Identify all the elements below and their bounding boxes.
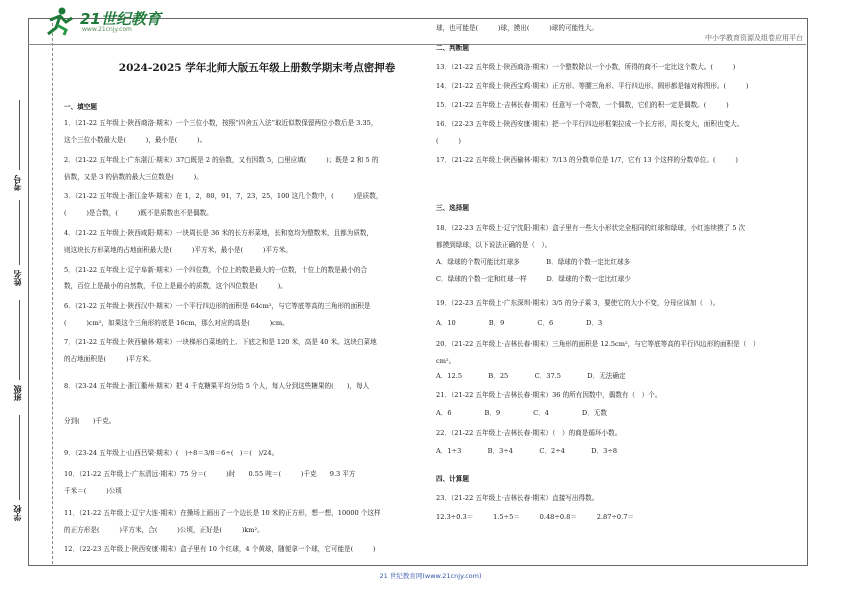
question-line: 球，也可能是( )球，摸出( )球的可能性大。 <box>436 24 598 32</box>
side-line-xingming <box>19 200 20 265</box>
question-line: C．绿球的个数一定和红球一样 D．绿球的个数一定比红球少 <box>436 275 631 283</box>
right-column <box>436 0 806 596</box>
side-label-xuexiao: 学校 <box>13 505 22 521</box>
section-heading: 一、填空题 <box>64 103 97 111</box>
question-line: 1．（21-22 五年级上·陕西商洛·期末）一个三位小数，按照“四舍五入法”取近似数保留两位小数后是 3.35， <box>64 119 378 127</box>
question-line: 的占地面积是( )平方米。 <box>64 355 155 363</box>
question-line: 8．（23-24 五年级上·浙江衢州·期末）把 4 千克糖果平均分给 5 个人，每人分到这些糖果的( )，每人 <box>64 382 370 390</box>
question-line: 的正方形是( )平方米，合( )公顷，正好是( )km²。 <box>64 526 264 534</box>
question-line: 20．（21-22 五年级上·吉林长春·期末）三角形的面积是 12.5cm²，与它等底等高的平行四边形的面积是（ ） <box>436 340 760 348</box>
question-line: 10．（21-22 五年级上·广东清远·期末）75 分＝( )时 0.55 吨＝( )千克 9.3 平方 <box>64 470 356 478</box>
side-line-xuexiao <box>19 415 20 500</box>
question-line: 11．（21-22 五年级上·辽宁大连·期末）在操场上画出了一个边长是 10 米的正方形，想一想，10000 个这样 <box>64 509 381 517</box>
side-line-kaohao <box>19 100 20 170</box>
question-line: 3．（21-22 五年级上·浙江金华·期末）在 1，2，80，91，7，23，25，100 这几个数中，( )是质数， <box>64 192 383 200</box>
binding-line <box>52 18 53 564</box>
exam-title: 2024-2025 学年北师大版五年级上册数学期末考点密押卷 <box>118 62 396 74</box>
side-label-banji: 班级 <box>13 385 22 401</box>
question-line: 13．（21-22 五年级上·陕西商洛·期末）一个整数除以一个小数，所得的商不一定比这个数大。( ) <box>436 63 736 71</box>
question-line: ( ) <box>436 137 461 145</box>
question-line: 5．（21-22 五年级上·辽宁阜新·期末）一个四位数，个位上的数是最大的一位数，十位上的数是最小的合 <box>64 266 368 274</box>
logo-url: www.21cnjy.com <box>82 26 132 33</box>
question-line: 17．（21-22 五年级上·陕西榆林·期末）7/13 的分数单位是 1/7，它有 13 个这样的分数单位。( ) <box>436 156 738 164</box>
question-line: 都摸到绿球，以下说法正确的是（ ）。 <box>436 241 552 249</box>
question-line: 2．（21-22 五年级上·广东湛江·期末）37□既是 2 的倍数，又有因数 5，□里应填( )；既是 2 和 5 的 <box>64 156 379 164</box>
section-heading: 四、计算题 <box>436 475 469 483</box>
section-heading: 三、选择题 <box>436 204 469 212</box>
question-line: 则这块长方形菜地的占地面积最大是( )平方米，最小是( )平方米。 <box>64 246 292 254</box>
question-line: 14．（21-22 五年级上·陕西宝鸡·期末）正方形、等腰三角形、平行四边形、圆形都是轴对称图形。( ) <box>436 82 749 90</box>
question-line: 数，百位上是最小的自然数，千位上是最小的质数，这个四位数是( )。 <box>64 282 287 290</box>
question-line: 7．（21-22 五年级上·陕西榆林·期末）一块梯形白菜地的上、下底之和是 120 米，高是 40 米。这块白菜地 <box>64 338 377 346</box>
question-line: 12．（22-23 五年级上·陕西安康·期末）盒子里有 10 个红球，4 个黄球，随便拿一个球，它可能是( ) <box>64 545 376 553</box>
logo-text: 21世纪教育 <box>80 10 161 28</box>
question-line: ( )是合数，( )既不是质数也不是偶数。 <box>64 209 213 217</box>
question-line: 18．（22-23 五年级上·辽宁沈阳·期末）盒子里有一些大小形状完全相同的红球和绿球，小红连续摸了 5 次 <box>436 224 746 232</box>
side-label-xingming: 姓名 <box>13 270 22 286</box>
question-line: 4．（21-22 五年级上·陕西咸阳·期末）一块周长是 36 米的长方形菜地，长和宽均为整数米，且都为质数， <box>64 229 374 237</box>
question-line: ( )cm²，如果这个三角形的底是 16cm，那么对应的高是( )cm。 <box>64 319 289 327</box>
question-line: 22．（21-22 五年级上·吉林长春·期末）（ ）的商是循环小数。 <box>436 429 622 437</box>
left-column <box>64 0 426 596</box>
question-line: 这个三位小数最大是( )，最小是( )。 <box>64 136 207 144</box>
question-line: A．12.5 B．25 C．37.5 D．无法确定 <box>436 372 626 380</box>
section-heading: 二、判断题 <box>436 44 469 52</box>
question-line: 23．（21-22 五年级上·吉林长春·期末）直接写出得数。 <box>436 494 599 502</box>
footer-copyright: 21 世纪教育网(www.21cnjy.com) <box>379 572 482 580</box>
question-line: 21．（21-22 五年级上·吉林长春·期末）36 的所有因数中，偶数有（ ）个。 <box>436 391 662 399</box>
question-line: 倍数，又是 3 的倍数的最大三位数是( )。 <box>64 173 203 181</box>
question-line: A．6 B．9 C．4 D．无数 <box>436 409 607 417</box>
side-line-banji <box>19 300 20 380</box>
question-line: 12.3÷0.3＝ 1.5÷5＝ 0.48÷0.8＝ 2.87÷0.7＝ <box>436 513 635 521</box>
question-line: A．1÷3 B．3÷4 C．2÷4 D．3÷8 <box>436 447 618 455</box>
question-line: 分到( )千克。 <box>64 417 116 425</box>
question-line: A．10 B．9 C．6 D．3 <box>436 319 603 327</box>
question-line: 15．（21-22 五年级上·吉林长春·期末）任意写一个奇数，一个偶数，它们的积一定是偶数。( ) <box>436 101 729 109</box>
question-line: 19．（22-23 五年级上·广东深圳·期末）3/5 的分子乘 3，要使它的大小不变，分母应该加（ ）。 <box>436 299 720 307</box>
question-line: cm²。 <box>436 357 456 365</box>
side-label-kaohao: 考号 <box>13 175 22 191</box>
platform-name: 中小学教育资源及组卷应用平台 <box>705 34 803 42</box>
question-line: 16．（22-23 五年级上·陕西安康·期末）把一个平行四边形框架拉成一个长方形，周长变大，面积也变大。 <box>436 120 744 128</box>
question-line: 千米＝( )公顷 <box>64 487 122 495</box>
question-line: 6．（21-22 五年级上·陕西汉中·期末）一个平行四边形的面积是 64cm²，与它等底等高的三角形的面积是 <box>64 302 371 310</box>
question-line: 9．（23-24 五年级上·山西吕梁·期末）( )÷8＝3/8＝6÷( )＝( )/24。 <box>64 449 279 457</box>
question-line: A．绿球的个数可能比红球多 B．绿球的个数一定比红球多 <box>436 258 631 266</box>
